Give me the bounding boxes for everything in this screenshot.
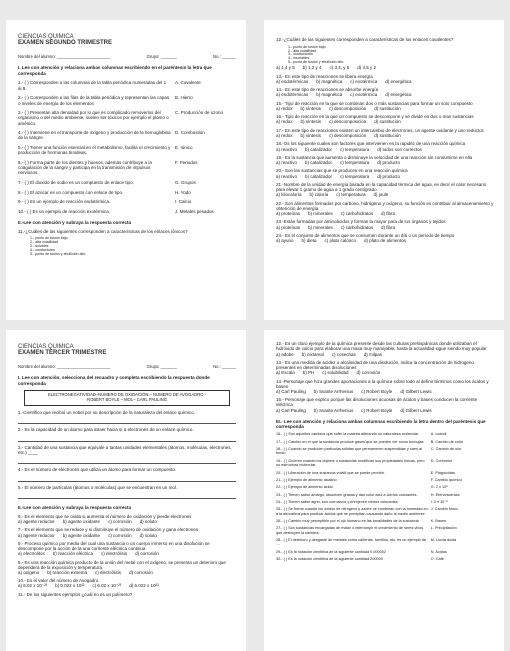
answer-option[interactable]: b) 0.022 x 10²³	[55, 583, 85, 589]
matching-answer: K. Bases	[430, 519, 446, 524]
question-list	[276, 341, 494, 413]
matching-row	[18, 80, 236, 90]
matching-row	[18, 190, 236, 195]
matching-row	[276, 459, 494, 468]
question-text: 21.-Nombre de la unidad de energía basada en la capacidad térmica del agua, es decir el calor necesario para elevar 1 gramo de agua a 1 grado centígrado	[276, 181, 487, 193]
matching-answer: H. Efervescencia	[430, 492, 460, 497]
answer-line[interactable]	[18, 458, 236, 464]
answer-option[interactable]: b) Svante Arrhenius	[313, 407, 354, 413]
answer-options	[276, 133, 494, 138]
answer-option[interactable]: b) agente oxidante	[62, 519, 101, 524]
matching-row	[18, 199, 236, 204]
answer-option[interactable]: c) descomposición	[329, 119, 367, 125]
answer-options	[276, 370, 494, 375]
section-instructions: I. Lee con atención, selecciona del recuadro y completa escribiendo la respuesta donde corresponda	[18, 375, 210, 386]
matching-answer: H. Yodo	[174, 189, 191, 195]
answer-option[interactable]: a) Carl Pauling	[276, 388, 306, 394]
answer-option[interactable]: d) soluto	[139, 519, 157, 524]
answer-option[interactable]: d) producto	[377, 160, 401, 166]
question-block	[18, 578, 236, 588]
matching-row	[18, 145, 236, 155]
question-text: 5.- El número de partículas (átomos o moléculas) que se encuentran en un mol.	[18, 485, 178, 490]
section-instructions: III.- Lee con atención y relaciona ambas columnas escribiendo la letra dentro del paréntesis que corresponda	[276, 418, 486, 430]
answer-options	[276, 65, 494, 70]
answer-option[interactable]: c) 3,4, y 5	[329, 65, 350, 71]
matching-question: 19.- ( ) Ocurren cuando los objetos o sustancias modifican sus propiedades físicas, pero no estructura molecular	[276, 458, 425, 468]
question-text: 17.- En este tipo de reacciones existen un intercambio de electrones, un agente oxidante y uno reductor.	[276, 127, 485, 133]
option-item: 1.- punto de fusión bajo	[288, 44, 326, 49]
question-block	[276, 141, 494, 151]
answer-line[interactable]	[18, 476, 236, 482]
answer-option[interactable]: b) 1,2 y 4	[302, 65, 322, 71]
answer-option[interactable]: b) catalizador	[305, 160, 333, 166]
answer-option[interactable]: a) 6.02 x 10⁻²³	[18, 583, 48, 589]
answer-option[interactable]: d) joule	[373, 192, 389, 198]
answer-option[interactable]: c) temperatura	[340, 146, 370, 152]
question-text: 14.-Personaje que hizo grandes aportaciones a la química sobre todo al definir términos como los ácidos y bases	[276, 378, 489, 389]
answer-options	[276, 211, 494, 216]
answer-option[interactable]: b) síntesis	[300, 119, 322, 125]
answer-option[interactable]: c) solubilidad	[322, 370, 349, 376]
option-item: 3.- solubles	[30, 243, 49, 248]
matching-row	[276, 471, 494, 475]
answer-option[interactable]: b) síntesis	[300, 132, 322, 138]
answer-option[interactable]: b) magnética	[316, 92, 343, 98]
answer-option[interactable]: b) magnética	[316, 78, 343, 84]
matching-answer: B. Hierro	[174, 95, 193, 101]
matching-question: 2.- ( ) Corresponden a las filas de la tabla periódica y representan las capas o niveles de energía de los elementos	[18, 95, 170, 106]
answer-option[interactable]: a) Escala	[276, 370, 295, 376]
answer-option[interactable]: a) redox	[276, 132, 293, 138]
answer-option[interactable]: b) dieta	[301, 238, 317, 244]
answer-option[interactable]: d) soluto	[139, 532, 157, 538]
answer-option[interactable]: a) reactivo	[276, 173, 298, 179]
question-text: 1.-Científico que recibió un nobel por su descripción de la naturaleza del enlace químico.	[18, 409, 195, 415]
answer-options	[18, 533, 236, 538]
question-text: 6.- Es el elemento que se oxida si aumenta el número de oxidación y pierde electrones	[18, 513, 192, 519]
answer-option[interactable]: c) electrólisis	[95, 569, 122, 575]
matching-row	[276, 538, 494, 547]
matching-question: 6.- ( ) Forma parte de los dientes y huesos, además contribuye a la coagulación de la sangre y participa en la transmisión de impulsos nerviosos.	[18, 159, 152, 176]
question-block	[276, 74, 494, 84]
answer-option[interactable]: b) reacción eléctrica	[52, 551, 94, 557]
matching-question: 26.- ( ) Cambio muy perceptible por el ojo humano en las tonalidades de la sustancia	[276, 519, 419, 524]
matching-answer: J. Cambio físico	[430, 507, 458, 512]
matching-row	[18, 110, 236, 126]
question-text: 24.- Es el conjunto de alimentos que se consumen durante un día o un periodo de tiempo	[276, 232, 455, 238]
question-text: 4.- Es el número de electrones que utiliza un átomo para formar un compuesto.	[18, 467, 177, 473]
answer-option[interactable]: c) carbohidratos	[340, 224, 374, 230]
answer-option[interactable]: a) oxígeno	[18, 569, 40, 575]
matching-question: 8.- ( ) El azúcar es un compuesto con enlace de tipo.	[18, 189, 124, 195]
answer-option[interactable]: a) endotérmicas	[276, 78, 309, 84]
option-item: 5.- punto de fusión y ebullición alto	[288, 60, 344, 65]
answer-option[interactable]: d) fibra	[381, 224, 396, 230]
word-bank-line: ROBERT BOYLE – MOL– CARL PAULING	[87, 396, 167, 402]
answer-options	[276, 160, 494, 165]
answer-option[interactable]: c) 6.02 x 10⁻²³	[92, 583, 122, 589]
matching-question: 4.- ( ) Interviene en el transporte de oxígeno y producción de la hemoglobina de la sangre.	[18, 130, 171, 141]
matching-answer: N. Acidos	[430, 549, 447, 554]
question-text: 15.- Personaje que explico porque las disoluciones acuosas de ácidos y bases conducen la corriente eléctrica	[276, 397, 478, 408]
matching-row	[276, 493, 494, 497]
answer-line[interactable]	[18, 418, 236, 424]
answer-option[interactable]: d) fibra	[381, 210, 396, 216]
exam-page-4	[264, 330, 504, 651]
matching-answer: F. Cambio químico	[430, 477, 463, 482]
student-name-field[interactable]: Nombre del alumno: _______________________	[18, 363, 111, 369]
matching-question: 23.- ( ) Tienen sabor amargo, disuelven grasas y dan color azul a ciertos colorantes.	[276, 492, 418, 497]
question-block	[276, 182, 494, 198]
question-text: 9.- Es una reacción química producto de la unión del metal con el oxígeno, se presenta un deterioro que dependerá de la exposición y temperatura.	[18, 559, 226, 570]
matching-answer: A. Iodoxil	[430, 432, 447, 437]
exam-page-2	[264, 20, 504, 320]
answer-option[interactable]: d) todos son correctos	[377, 146, 422, 152]
matching-row	[18, 160, 236, 176]
matching-row	[276, 440, 494, 444]
question-list	[276, 74, 494, 244]
matching-answer: I. 2 x 10⁻⁵	[430, 499, 448, 504]
answer-option[interactable]: a) kilocaloría	[276, 192, 302, 198]
question-text: 2.- Es la capacidad de un átomo para atraer hacia sí a electrones de un enlace químico.	[18, 427, 194, 433]
option-list	[18, 237, 236, 257]
matching-answer: L. Precipitación	[430, 526, 457, 531]
answer-options	[276, 174, 494, 179]
question-text: 12.-¿Cuáles de las siguientes corresponden a características de los enlaces covalentes?	[276, 37, 454, 43]
matching-answer: C. Producción de ozono	[174, 110, 223, 116]
section-instructions: I. Lee con atención y relaciona ambas columnas escribiendo en el paréntesis la letra que corresponda	[18, 65, 212, 76]
matching-row	[18, 95, 236, 105]
exam-page-3	[6, 330, 246, 651]
question-block	[276, 233, 494, 243]
matching-answer: J. Metales pesados	[174, 208, 214, 214]
matching-question: 20.- ( ) Liberación de una sustancia volátil que se puede percibir.	[276, 470, 385, 475]
matching-question: 16.- ( ) Son aquellos cambios que sufre la materia alterando su naturaleza molecular	[276, 432, 419, 437]
answer-option[interactable]: d) corrosión	[356, 370, 381, 376]
answer-line[interactable]	[18, 493, 236, 499]
answer-options	[18, 519, 236, 524]
question-block	[276, 379, 494, 395]
matching-list	[18, 80, 236, 214]
answer-option[interactable]: c) temperatura	[340, 160, 370, 166]
answer-option[interactable]: c) plato calórico	[324, 238, 357, 244]
answer-option[interactable]: c) cosechas	[331, 351, 356, 357]
matching-answer: I. Calcio	[174, 199, 192, 205]
answer-options	[276, 119, 494, 124]
answer-option[interactable]: d) 4,5 y 2	[357, 65, 377, 71]
matching-row	[18, 209, 236, 214]
question-text: 13.- Es una medida de acidez o alcalinidad de una disolución, indica la concentración de hidrogeno presentes en determinadas disoluciones	[276, 359, 474, 371]
answer-option[interactable]: b) catalizador	[305, 173, 333, 179]
word-bank-line: ELECTRONEGATIVIDAD–NUMERO DE OXIDACIÓN – NUMERO DE AVOGADRO -	[47, 391, 207, 397]
option-list	[276, 46, 494, 66]
answer-option[interactable]: d) energética	[385, 92, 412, 98]
option-item: 2.- alta volatilidad	[30, 239, 58, 244]
answer-option[interactable]: c) descomposición	[329, 105, 367, 111]
answer-option[interactable]: a) agente reductor	[18, 519, 55, 524]
question-text: 19.- Es la sustancia que aumenta o disminuye la velocidad de una reacción sin consumirse en ella	[276, 154, 473, 160]
answer-options	[18, 570, 236, 575]
group-field[interactable]: Grupo: _______	[146, 53, 177, 59]
matching-question: 3.- ( ) Presentan alta densidad por lo que es complicado removerlos del organismo o del medio ambiente, suelen ser tóxicos por ejemplo el plomo o arsénico.	[18, 110, 169, 126]
answer-option[interactable]: d) 6.022 x 10²³	[129, 583, 159, 589]
answer-option[interactable]: d) energética	[385, 78, 412, 84]
matching-row	[18, 180, 236, 185]
question-text: 11.- De los siguientes ejemplos ¿cuál no es un polímero?	[18, 591, 133, 597]
matching-question: 1.- ( ) Corresponden a las columnas de la tabla periódica numeradas del 1 al 8.	[18, 80, 167, 91]
answer-option[interactable]: d) sustitución	[374, 105, 401, 111]
student-info-row	[18, 55, 236, 60]
matching-answer: O. Café	[430, 557, 444, 562]
question-block	[18, 541, 236, 557]
matching-row	[276, 447, 494, 456]
matching-question: 17.- ( ) Cambio en el que la sustancia produce gases que se pueden ver como burbujas	[276, 439, 424, 444]
answer-option[interactable]: c) electrólisis	[101, 551, 128, 557]
question-block	[276, 341, 494, 357]
question-text: 3.- Cantidad de una sustancia que equivale a tantas unidades elementales (átomos, moléculas, electrones, etc.) ____	[18, 444, 232, 455]
question-text: 16.- Tipo de reacción en la que un compuesto se descompone y se divide en dos o mas sustancias	[276, 114, 474, 120]
answer-option[interactable]: c) corrosión	[108, 519, 132, 524]
answer-option[interactable]: a) agente reductor	[18, 532, 55, 538]
answer-option[interactable]: d) producto	[377, 173, 401, 179]
answer-option[interactable]: b) nixtamal	[301, 351, 324, 357]
matching-question: 29.- ( ) Es la notación científica de la siguiente cantidad 0.000002	[276, 549, 386, 554]
matching-question: 22.- ( ) Ejemplo de alimento ácido	[276, 485, 333, 490]
matching-row	[276, 526, 494, 535]
question-text: 7.- Es el elemento que se reduce y si disminuye el número de oxidación y gana electrones	[18, 527, 199, 533]
answer-option[interactable]: d) Gilbert Lewis	[400, 407, 432, 413]
answer-option[interactable]: d) sustitución	[374, 119, 401, 125]
answer-options	[276, 79, 494, 84]
question-text: 20.- Son las sustancias que se producen en una reacción química	[276, 168, 408, 174]
answer-option[interactable]: d) sustitución	[374, 132, 401, 138]
matching-row	[276, 519, 494, 523]
matching-question: 24.- ( ) Tienen sabor agrio, son corrosivos y enrojecen ciertos colorantes	[276, 499, 398, 504]
number-field[interactable]: No.: ______	[213, 53, 236, 59]
fill-in-list	[18, 410, 236, 500]
answer-option[interactable]: b) Svante Arrhenius	[313, 388, 354, 394]
page-title	[18, 344, 236, 357]
question-text: 22.- Son alimentos formados por carbono, hidrógeno y oxígeno, su función es contribuir al almacenamiento y obtención de energía	[276, 200, 494, 211]
matching-question: 7.- ( ) El dioxido de sodio es un compuesto de enlace tipo.	[18, 179, 134, 185]
matching-question: 10.- ( ) Es un ejemplo de reacción exotérmica.	[18, 208, 111, 214]
answer-option[interactable]: b) catalizador	[305, 146, 333, 152]
matching-answer: A. Covalente	[174, 80, 201, 86]
answer-option[interactable]: b) caloría	[309, 192, 329, 198]
answer-option[interactable]: b) síntesis	[300, 105, 322, 111]
answer-option[interactable]: a) proteínas	[276, 210, 301, 216]
answer-option[interactable]: a) endotérmicas	[276, 92, 309, 98]
answer-option[interactable]: a) 1,4 y 5	[276, 65, 295, 71]
answer-options	[276, 92, 494, 97]
question-text: 18.-Os los siguiente cuales son factores que intervienen en la rapidez de una reacción química	[276, 141, 466, 147]
answer-options	[276, 192, 494, 197]
answer-option[interactable]: b) minerales	[308, 210, 333, 216]
answer-option[interactable]: b) reacción extrema	[47, 569, 88, 575]
question-block	[276, 201, 494, 217]
answer-line[interactable]	[18, 436, 236, 442]
matching-answer: D. Combustión	[174, 130, 205, 136]
section-instructions: II.-Lee con atención y subraya la respuesta correcta	[18, 505, 132, 511]
answer-options	[276, 147, 494, 152]
matching-row	[276, 550, 494, 554]
question-block	[18, 560, 236, 576]
subject-title: CIENCIAS QUIMICA	[18, 34, 74, 40]
matching-row	[18, 130, 236, 140]
answer-option[interactable]: a) reactivo	[276, 146, 298, 152]
exam-title: EXAMEN SEGUNDO TRIMESTRE	[18, 40, 113, 47]
option-item: 1.- punto de fusión bajo	[30, 235, 68, 240]
matching-row	[276, 478, 494, 482]
option-item: 2.- alta volatilidad	[288, 48, 316, 53]
matching-list	[276, 432, 494, 561]
answer-option[interactable]: c) carbohidratos	[340, 210, 374, 216]
question-block	[18, 514, 236, 524]
question-block	[276, 155, 494, 165]
number-field[interactable]: No.: ______	[213, 363, 236, 369]
answer-option[interactable]: b) minerales	[308, 224, 333, 230]
matching-answer: D. Corrosión	[430, 458, 453, 463]
answer-option[interactable]: c) temperatura	[336, 192, 366, 198]
exam-page-1	[6, 20, 246, 320]
matching-question: 18.- ( ) Cuando se producen partículas sólidas que permanecen suspendidas y caen al fondo	[276, 447, 423, 456]
matching-question: 30.- ( ) Es la notación científica de la siguiente cantidad 200000	[276, 557, 383, 562]
answer-option[interactable]: a) ayuno	[276, 238, 294, 244]
answer-option[interactable]: a) redox	[276, 105, 293, 111]
subject-title: CIENCIAS QUIMICA	[18, 344, 74, 350]
question-block	[276, 128, 494, 138]
page-title	[18, 34, 236, 47]
matching-answer: M. Lluvia ácida	[430, 538, 457, 543]
question-block	[276, 101, 494, 111]
option-item: 3.- conductores	[288, 52, 313, 57]
matching-row	[276, 432, 494, 436]
question-block	[276, 114, 494, 124]
group-field[interactable]: Grupo: _______	[146, 363, 177, 369]
question-text: 11.-¿Cuáles de las siguientes corresponden a características de los enlaces iónicos?	[18, 228, 188, 234]
question-block	[276, 360, 494, 376]
answer-options	[276, 106, 494, 111]
answer-option[interactable]: a) proteínas	[276, 224, 301, 230]
matching-row	[276, 485, 494, 489]
student-info-row	[18, 365, 236, 370]
question-block	[276, 168, 494, 178]
answer-option[interactable]: d) plato de alimentos	[364, 238, 406, 244]
answer-option[interactable]: c) exotérmica	[350, 92, 378, 98]
answer-options	[276, 408, 494, 413]
answer-options	[276, 238, 494, 243]
question-block	[18, 527, 236, 537]
matching-question: 27.- ( ) Son sustancias encargadas de matar o interrumpir el crecimiento de seres vivos que destruyen la siembra.	[276, 526, 424, 535]
matching-row	[276, 500, 494, 504]
answer-options	[276, 352, 494, 357]
matching-answer: F. Periodos	[174, 159, 198, 165]
question-block	[276, 87, 494, 97]
answer-options	[18, 551, 236, 556]
matching-answer: C. Cambio de olor	[430, 447, 462, 452]
answer-option[interactable]: d) corrosión	[135, 551, 159, 557]
answer-options	[18, 583, 236, 588]
question-text: 12.- Es un claro ejemplo de la química presente desde las culturas prehispánicas donde utilizaban el hidróxido de calcio para elaborar una masa muy manejable, hasta la actualidad sigue siendo muy popular	[276, 341, 487, 352]
matching-answer: E. Plaguicidas	[430, 470, 455, 475]
option-item: 4.- conductores	[30, 247, 55, 252]
matching-answer: E. Iónico	[174, 145, 193, 151]
answer-option[interactable]: b) PH	[302, 370, 315, 376]
matching-question: 25.- ( ) Se forma cuando los óxidos de nitrógeno y azufre se combinan con la humedad en a la atmosfera para producir ácidos que se precipitan causando daño al medio ambiente.	[276, 507, 428, 516]
question-text: 10.- Es el valor del número de Avogadro	[18, 578, 99, 584]
answer-option[interactable]: a) Carl Pauling	[276, 407, 306, 413]
answer-option[interactable]: b) agente oxidante	[62, 532, 101, 538]
option-item: 4.- insolubles	[288, 56, 310, 61]
matching-question: 21.- ( ) Ejemplo de alimento alcalino	[276, 477, 337, 482]
word-bank	[24, 390, 230, 406]
matching-answer: B. Cambio de color	[430, 439, 464, 444]
question-text: 15.- Tipo de reacción en la que se combinan dos o más sustancias para formar un solo compuesto	[276, 100, 473, 106]
matching-answer: G. Grupos	[174, 179, 196, 185]
answer-options	[276, 225, 494, 230]
answer-option[interactable]: d) Gilbert Lewis	[400, 388, 432, 394]
matching-answer: G. 2 x 10⁵	[430, 485, 448, 490]
matching-row	[276, 557, 494, 561]
question-list	[18, 514, 236, 589]
answer-option[interactable]: d) corrosión	[129, 569, 153, 575]
answer-option[interactable]: a) adobe	[276, 351, 294, 357]
matching-question: 5.- ( ) Tiener una función esencial en el metabolismo, facilita el crecimiento y producción de hormonas tiroideas.	[18, 145, 171, 156]
question-text: 23.-Están formadas por aminoácidos y forman la mayor para de los órganos y tejidos	[276, 219, 446, 225]
question-block	[276, 219, 494, 229]
question-text: 8.- Proceso químico por medio del cual una sustancia o un cuerpo inmerso en una disolución se descompone por la acción de la una corriente eléctrica continua	[18, 540, 210, 552]
answer-option[interactable]: c) Robert Boyle	[361, 388, 393, 394]
answer-options	[276, 389, 494, 394]
question-block	[276, 397, 494, 413]
answer-option[interactable]: c) descomposición	[329, 132, 367, 138]
answer-option[interactable]: c) temperatura	[340, 173, 370, 179]
option-item: 5.- punto de fusión y ebullición alto	[30, 251, 86, 256]
answer-option[interactable]: c) corrosión	[108, 532, 132, 538]
matching-question: 9.- ( ) Es un ejemplo de reacción endotérmica.	[18, 199, 111, 205]
question-text: 13.- En este tipo de reacciones se libera energía	[276, 73, 373, 79]
answer-option[interactable]: d) milpas	[363, 351, 383, 357]
answer-option[interactable]: a) redox	[276, 119, 293, 125]
question-text: 14.- En este tipo de reacciones se absorbe energía	[276, 87, 379, 93]
matching-question: 28.- ( ) El deterioro y desgaste de metales como cañerías, tornillos, etc. es un ejemplo de ....	[276, 538, 427, 547]
answer-option[interactable]: a) electrolitos	[18, 551, 45, 557]
section-instructions: II.-Lee con atención y subraya la respuesta correcta	[18, 220, 132, 226]
answer-option[interactable]: a) reactivo	[276, 160, 298, 166]
matching-row	[276, 507, 494, 516]
exam-title: EXAMEN TERCER TRIMESTRE	[18, 350, 107, 357]
answer-option[interactable]: c) exotérmica	[350, 78, 378, 84]
student-name-field[interactable]: Nombre del alumno: _______________________	[18, 53, 111, 59]
answer-option[interactable]: c) Robert Boyle	[361, 407, 393, 413]
